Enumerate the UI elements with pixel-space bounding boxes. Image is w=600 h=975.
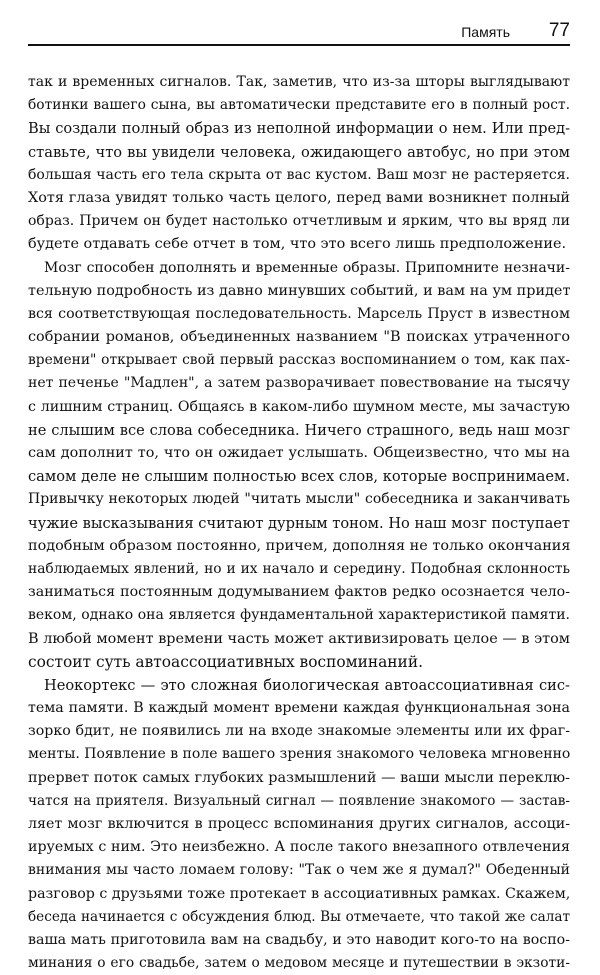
text-line: так и временных сигналов. Так, заметив, что из-за шторы выглядывают <box>28 74 570 90</box>
text-line: заниматься постоянным додумыванием фактов редко осознается чело- <box>28 584 570 601</box>
text-line: беседа начинается с обсуждения блюд. Вы отмечаете, что такой же салат <box>28 908 570 925</box>
page-header <box>28 18 570 46</box>
text-line: Неокортекс — это сложная биологическая автоассоциативная сис- <box>44 676 570 694</box>
text-line: ляет мозг включится в процесс вспоминания других сигналов, ассоци- <box>28 816 570 832</box>
text-line: ботинки вашего сына, вы автоматически представите его в полный рост. <box>28 97 570 114</box>
text-line: ставьте, что вы увидели человека, ожидающего автобус, но при этом <box>28 143 570 161</box>
text-line: чатся на приятеля. Визуальный сигнал — появление знакомого — застав- <box>28 792 570 809</box>
text-line: будете отдавать себе отчет в том, что это всего лишь предположение. <box>28 236 567 253</box>
text-line: прервет поток самых глубоких размышлений — ваши мысли переклю- <box>28 769 570 786</box>
text-line: минания о его свадьбе, затем о медовом месяце и путешествии в экзоти- <box>28 955 570 972</box>
text-line: ваша мать приготовила вам на свадьбу, и это наводит кого-то на воспо- <box>28 931 570 948</box>
text-line: образ. Причем он будет настолько отчетливым и ярким, что вы вряд ли <box>28 213 570 230</box>
text-line: внимания мы часто ломаем голову: "Так о чем же я думал?" Обеденный <box>28 862 570 879</box>
text-line: разговор с друзьями тоже протекает в ассоциативных рамках. Скажем, <box>28 885 570 902</box>
body-text <box>28 71 570 975</box>
text-line: Хотя глаза увидят только часть целого, перед вами возникнет полный <box>28 189 570 206</box>
running-head: Память <box>461 24 510 40</box>
text-line: подобным образом постоянно, причем, дополняя не только окончания <box>28 537 570 554</box>
text-line: тельную подробность из давно минувших событий, и вам на ум придет <box>28 282 570 299</box>
text-line: времени" открывает свой первый рассказ воспоминанием о том, как пах- <box>28 352 570 369</box>
text-line: собрании романов, объединенных названием "В поисках утраченного <box>28 329 570 346</box>
text-line: наблюдаемых явлений, но и их начало и середину. Подобная склонность <box>28 560 570 577</box>
text-line: самом деле не слышим полностью всех слов, которые воспринимаем. <box>28 468 570 486</box>
text-line: зорко бдит, не появились ли на входе знакомые элементы или их фраг- <box>28 723 570 740</box>
text-line: состоит суть автоассоциативных воспоминаний. <box>28 652 423 671</box>
text-line: веком, однако она является фундаментальной характеристикой памяти. <box>28 607 570 624</box>
text-line: В любой момент времени часть может активизировать целое — в этом <box>28 630 570 647</box>
text-line: не слышим все слова собеседника. Ничего страшного, ведь наш мозг <box>28 421 570 439</box>
text-line: с лишним страниц. Общаясь в каком-либо шумном месте, мы зачастую <box>28 398 570 415</box>
text-line: Привычку некоторых людей "читать мысли" собеседника и заканчивать <box>28 491 570 508</box>
text-line: чужие высказывания считают дурным тоном. Но наш мозг поступает <box>28 514 570 532</box>
text-line: ируемых с ним. Это неизбежно. А после такого внезапного отвлечения <box>28 839 570 856</box>
text-line: большая часть его тела скрыта от вас кустом. Ваш мозг не растеряется. <box>28 166 570 183</box>
page-number: 77 <box>548 20 570 41</box>
text-line: Мозг способен дополнять и временные образы. Припомните незначи- <box>44 259 570 276</box>
text-line: тема памяти. В каждый момент времени каждая функциональная зона <box>28 700 570 717</box>
text-line: Вы создали полный образ из неполной информации о нем. Или пред- <box>28 120 570 138</box>
text-line: менты. Появление в поле вашего зрения знакомого человека мгновенно <box>28 746 570 763</box>
text-line: сам дополнит то, что он ожидает услышать. Общеизвестно, что мы на <box>28 445 570 461</box>
text-line: вся соответствующая последовательность. Марсель Пруст в известном <box>28 305 570 322</box>
text-line: нет печенье "Мадлен", а затем разворачивает повествование на тысячу <box>28 375 570 392</box>
